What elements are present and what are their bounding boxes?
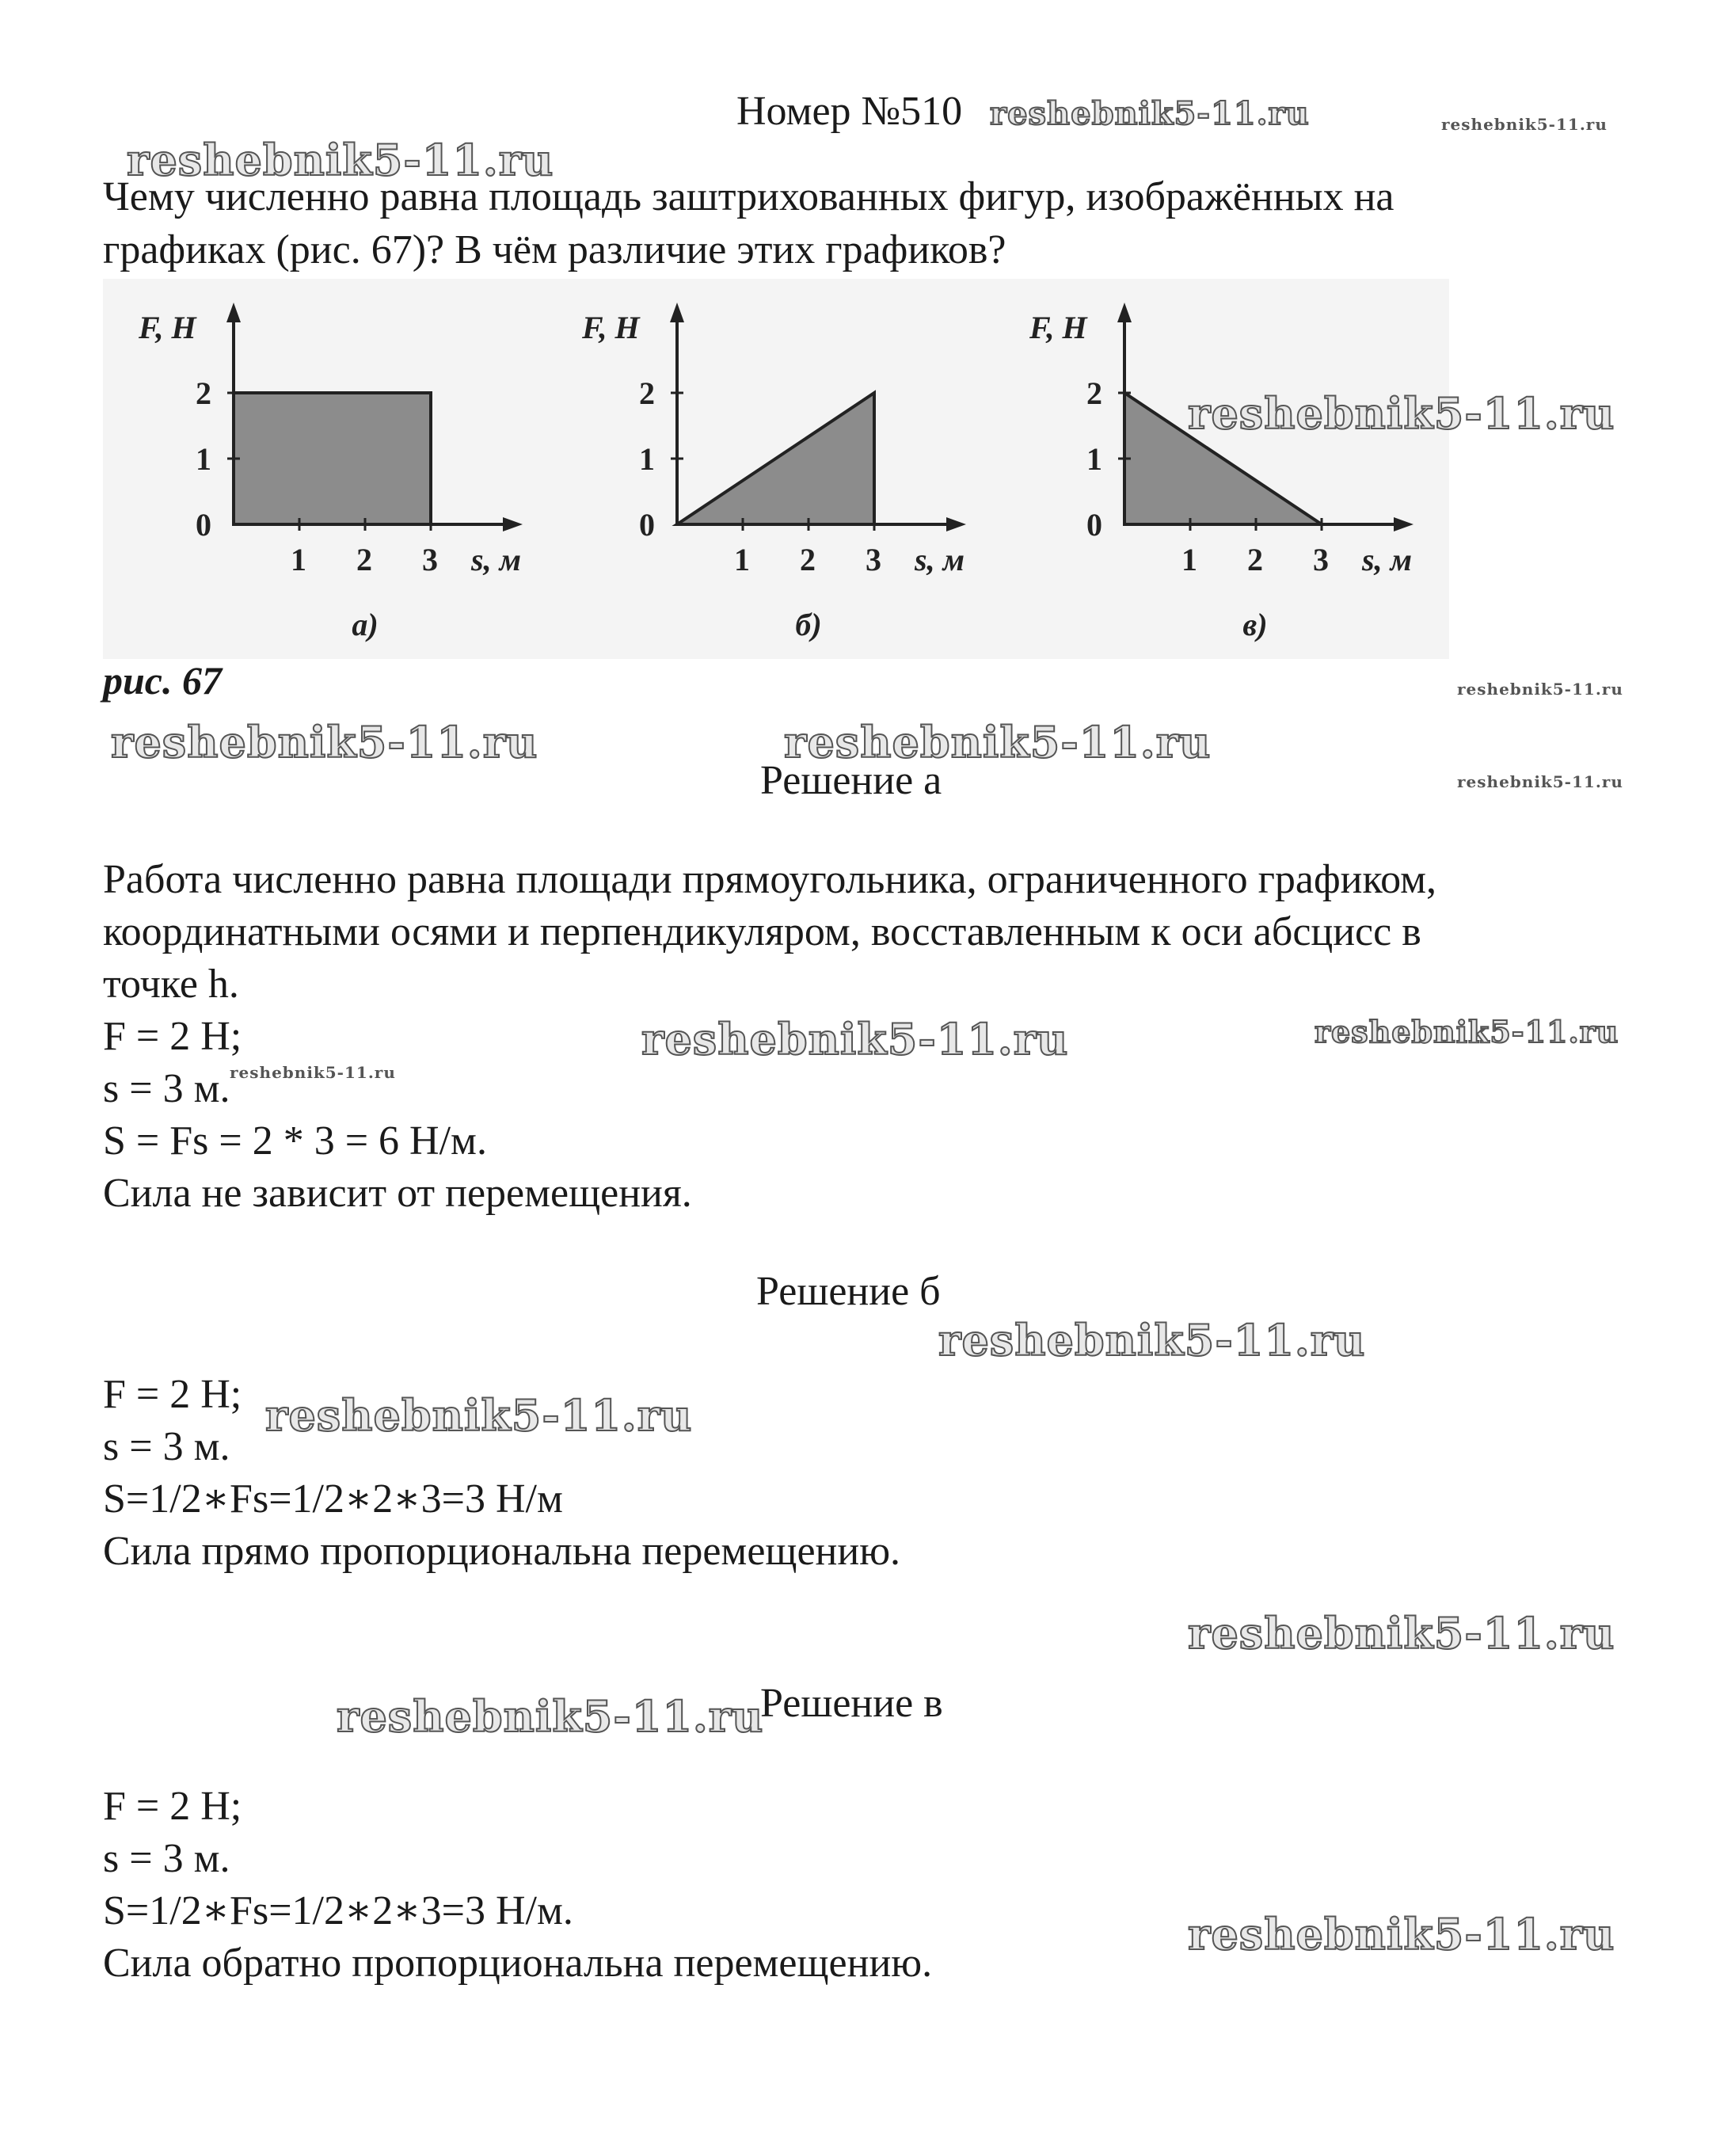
- watermark: reshebnik5-11.ru: [1315, 1014, 1619, 1049]
- solution-b-conclusion: Сила прямо пропорциональна перемещению.: [103, 1529, 901, 1574]
- watermark: reshebnik5-11.ru: [990, 95, 1310, 132]
- solution-c-heading: Решение в: [760, 1681, 943, 1726]
- watermark: reshebnik5-11.ru: [1188, 388, 1615, 439]
- y-tick-label: 2: [196, 375, 211, 411]
- y-tick-label: 0: [639, 507, 655, 543]
- x-axis-label: s, м: [471, 542, 521, 577]
- x-axis-label: s, м: [915, 542, 965, 577]
- x-tick-label: 3: [422, 542, 438, 577]
- solution-a-conclusion: Сила не зависит от перемещения.: [103, 1171, 692, 1216]
- x-tick-label: 2: [356, 542, 372, 577]
- figure-67: [103, 279, 1449, 659]
- watermark: reshebnik5-11.ru: [1441, 115, 1608, 134]
- y-axis-label: F, H: [1029, 310, 1087, 345]
- question-line-1: Чему численно равна площадь заштрихованных фигур, изображённых на: [103, 174, 1394, 219]
- solution-a-displacement: s = 3 м.: [103, 1066, 230, 1111]
- page-title: Номер №510: [736, 89, 963, 134]
- y-tick-label: 2: [1086, 375, 1102, 411]
- watermark: reshebnik5-11.ru: [265, 1390, 693, 1441]
- panel-label: в): [1242, 607, 1268, 642]
- watermark: reshebnik5-11.ru: [127, 135, 554, 185]
- x-tick-label: 1: [734, 542, 750, 577]
- watermark: reshebnik5-11.ru: [1457, 680, 1623, 699]
- x-tick-label: 2: [800, 542, 816, 577]
- panel-label: б): [795, 607, 822, 642]
- solution-a-area: S = Fs = 2 * 3 = 6 Н/м.: [103, 1118, 487, 1164]
- watermark: reshebnik5-11.ru: [784, 717, 1212, 768]
- solution-b-displacement: s = 3 м.: [103, 1424, 230, 1469]
- solution-a-paragraph-line-3: точке h.: [103, 962, 239, 1007]
- watermark: reshebnik5-11.ru: [938, 1315, 1366, 1366]
- x-tick-label: 3: [1313, 542, 1329, 577]
- panel-label: а): [352, 607, 379, 642]
- solution-a-heading: Решение а: [760, 758, 942, 803]
- solution-c-conclusion: Сила обратно пропорциональна перемещению.: [103, 1941, 933, 1986]
- watermark: reshebnik5-11.ru: [337, 1691, 764, 1742]
- watermark: reshebnik5-11.ru: [230, 1063, 396, 1082]
- figure-67-graphs: [103, 279, 1449, 659]
- y-tick-label: 1: [1086, 441, 1102, 477]
- figure-caption: рис. 67: [103, 658, 222, 703]
- y-tick-label: 1: [639, 441, 655, 477]
- y-axis-label: F, H: [139, 310, 196, 345]
- watermark: reshebnik5-11.ru: [111, 717, 538, 768]
- solution-c-force: F = 2 H;: [103, 1784, 242, 1829]
- watermark: reshebnik5-11.ru: [641, 1014, 1069, 1065]
- y-tick-label: 1: [196, 441, 211, 477]
- solution-a-paragraph-line-1: Работа численно равна площади прямоугольника, ограниченного графиком,: [103, 857, 1437, 902]
- x-tick-label: 1: [291, 542, 306, 577]
- solution-b-area: S=1/2∗Fs=1/2∗2∗3=3 Н/м: [103, 1476, 563, 1522]
- solution-b-force: F = 2 H;: [103, 1372, 242, 1417]
- shaded-area: [234, 393, 431, 524]
- watermark: reshebnik5-11.ru: [1188, 1909, 1615, 1960]
- solution-c-displacement: s = 3 м.: [103, 1836, 230, 1881]
- x-tick-label: 3: [866, 542, 881, 577]
- x-axis-label: s, м: [1362, 542, 1412, 577]
- solution-a-paragraph-line-2: координатными осями и перпендикуляром, восставленным к оси абсцисс в: [103, 909, 1421, 954]
- question-line-2: графиках (рис. 67)? В чём различие этих графиков?: [103, 227, 1006, 272]
- x-tick-label: 1: [1181, 542, 1197, 577]
- solution-c-area: S=1/2∗Fs=1/2∗2∗3=3 Н/м.: [103, 1888, 573, 1933]
- x-tick-label: 2: [1247, 542, 1263, 577]
- y-tick-label: 0: [196, 507, 211, 543]
- solution-b-heading: Решение б: [756, 1269, 941, 1314]
- solution-a-force: F = 2 H;: [103, 1014, 242, 1059]
- y-tick-label: 0: [1086, 507, 1102, 543]
- y-axis-label: F, H: [582, 310, 640, 345]
- watermark: reshebnik5-11.ru: [1457, 772, 1623, 791]
- y-tick-label: 2: [639, 375, 655, 411]
- watermark: reshebnik5-11.ru: [1188, 1608, 1615, 1659]
